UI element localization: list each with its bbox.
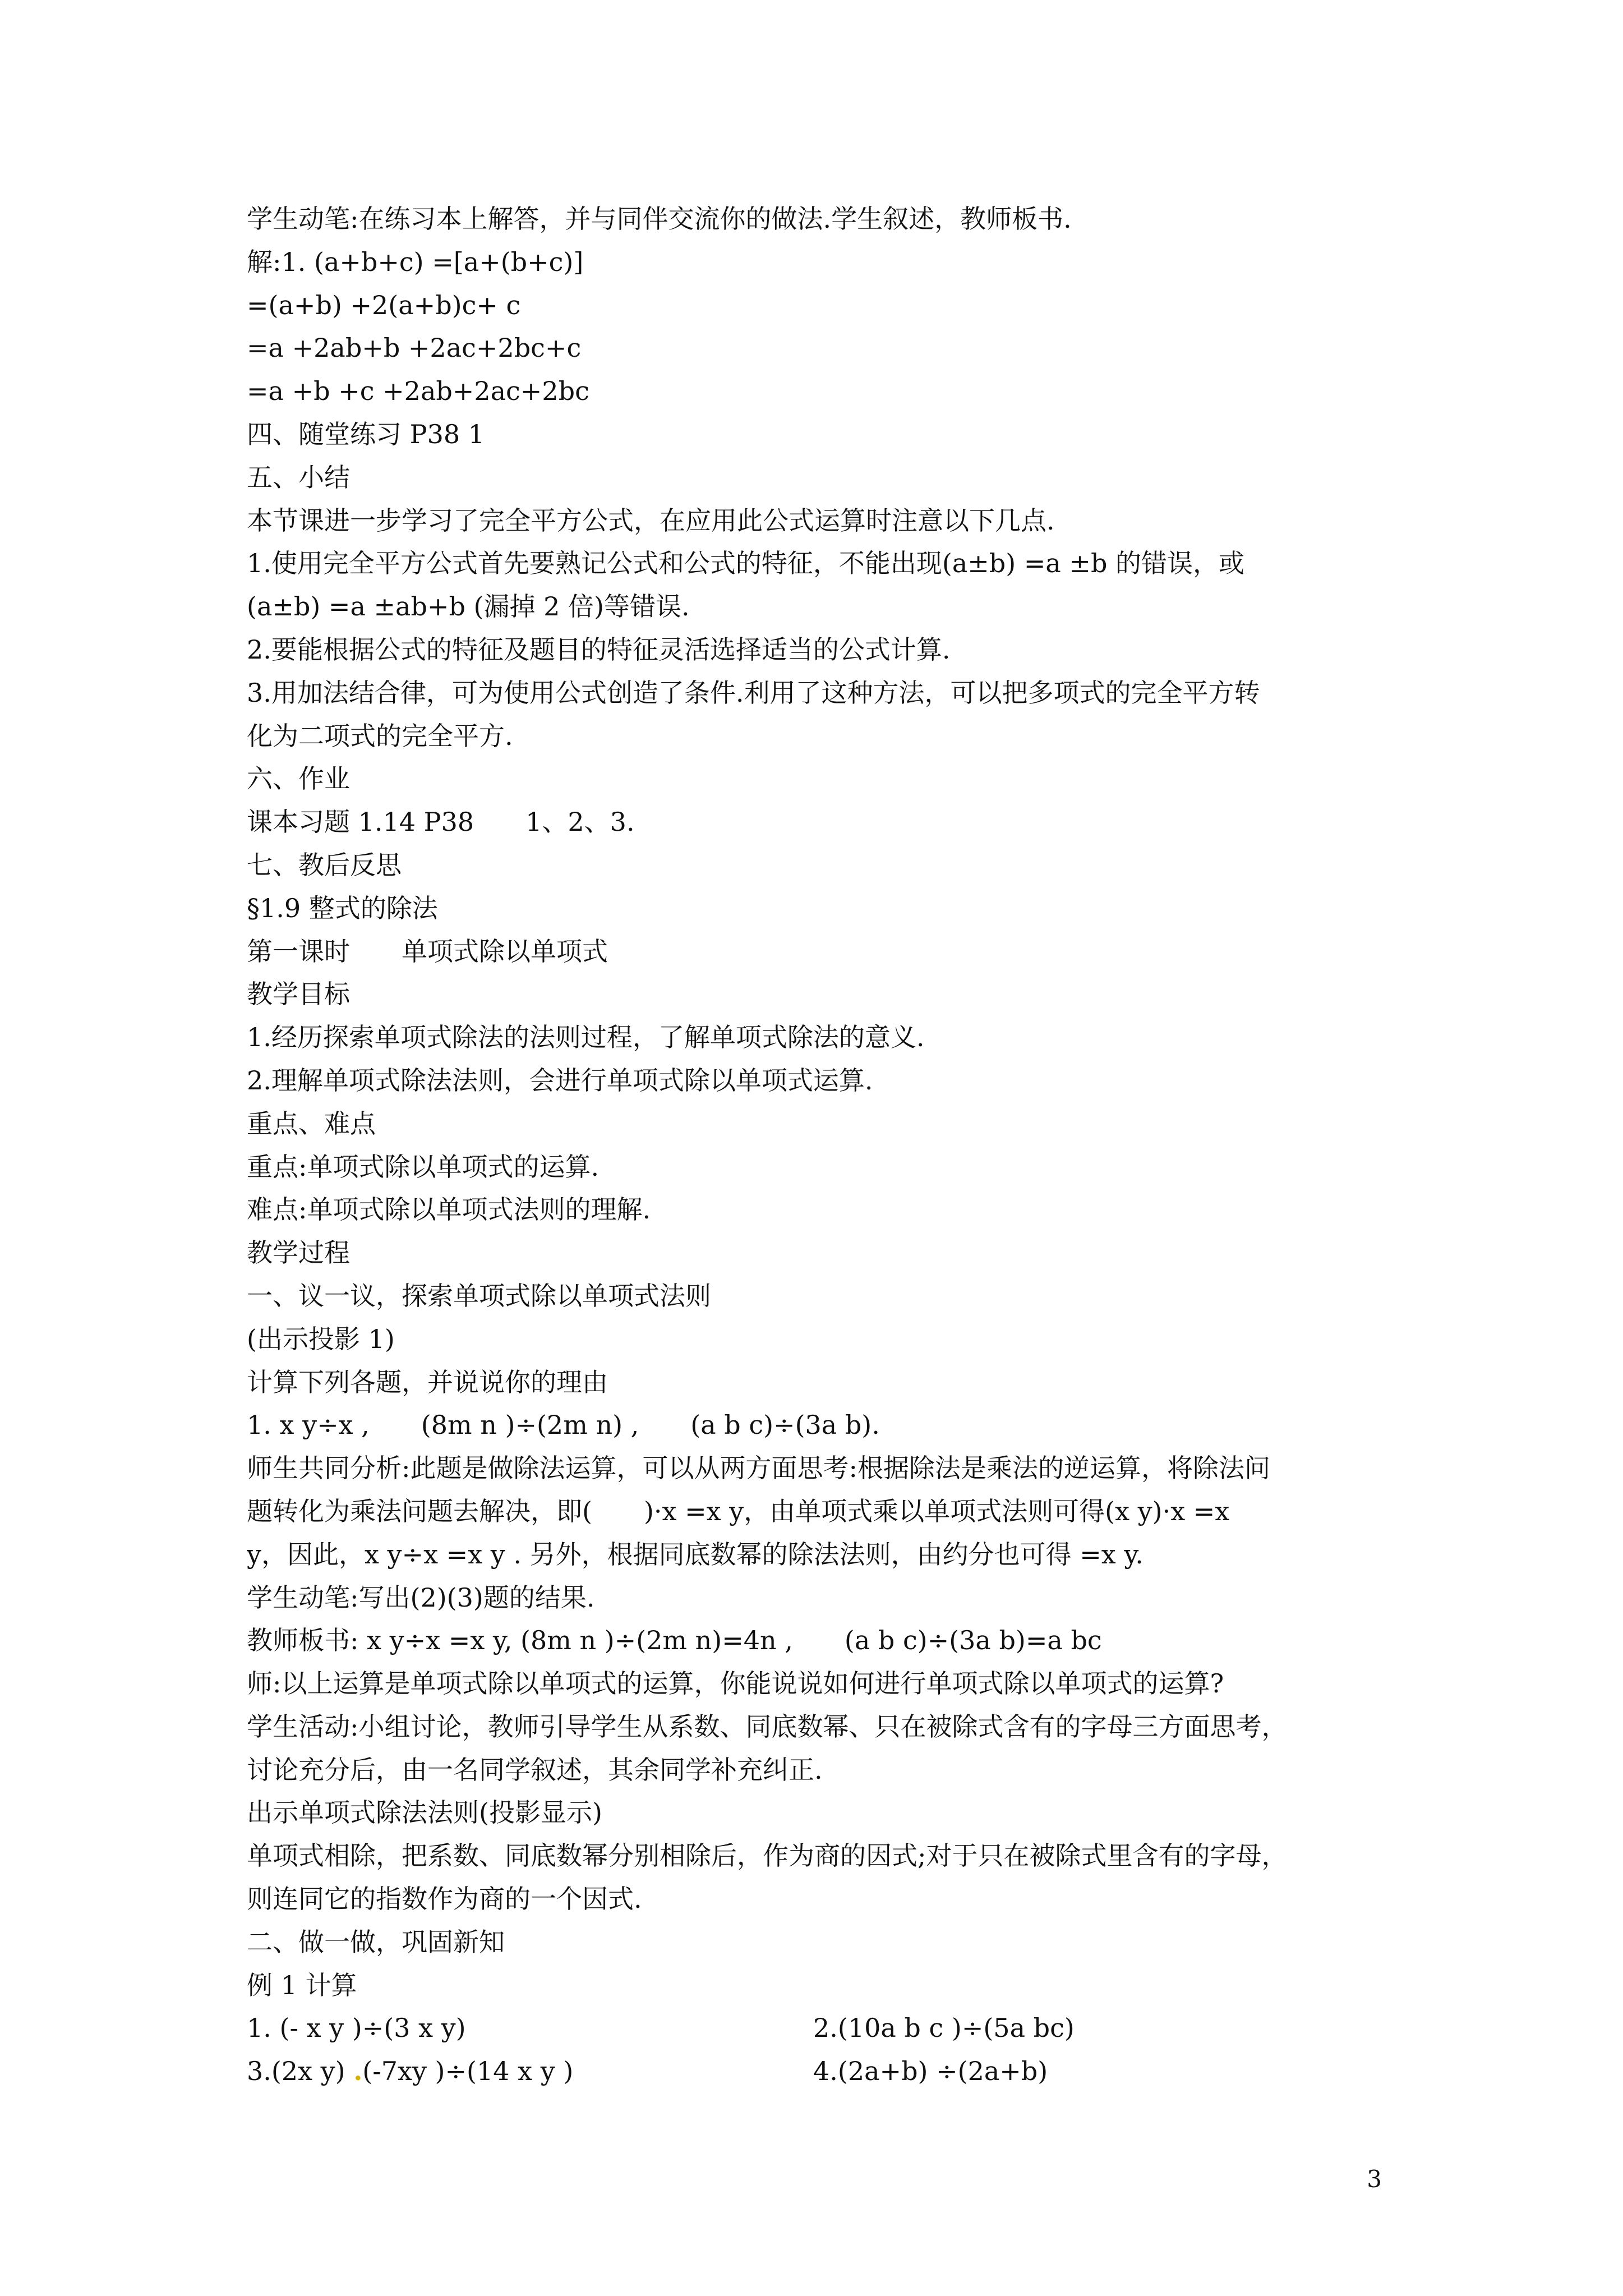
section-heading: 六、作业	[247, 763, 350, 794]
text-line: 难点:单项式除以单项式法则的理解.	[247, 1194, 651, 1225]
text-line: (a±b) =a ±ab+b (漏掉 2 倍)等错误.	[247, 591, 690, 622]
text-line: 计算下列各题，并说说你的理由	[247, 1366, 608, 1397]
text-line: 1. x y÷x , (8m n )÷(2m n) , (a b c)÷(3a b).	[247, 1410, 880, 1441]
page-content	[247, 197, 1402, 2093]
section-heading: 五、小结	[247, 462, 350, 493]
example-item-part: 3.(2x y)	[247, 2056, 354, 2087]
text-line: 本节课进一步学习了完全平方公式，在应用此公式运算时注意以下几点.	[247, 505, 1055, 536]
text-line: 解:1. (a+b+c) =[a+(b+c)]	[247, 246, 584, 277]
section-heading: 七、教后反思	[247, 849, 402, 880]
text-line: y，因此，x y÷x =x y . 另外，根据同底数幂的除法法则，由约分也可得 =x y.	[247, 1539, 1144, 1570]
example-item-part: (-7xy )÷(14 x y )	[362, 2056, 574, 2087]
text-line: 重点:单项式除以单项式的运算.	[247, 1151, 600, 1182]
example-row	[247, 2007, 1402, 2050]
section-heading: 教学过程	[247, 1237, 350, 1268]
text-line: 题转化为乘法问题去解决，即( )·x =x y，由单项式乘以单项式法则可得(x y)·x =x	[247, 1496, 1230, 1526]
text-line: 1.使用完全平方公式首先要熟记公式和公式的特征，不能出现(a±b) =a ±b 的错误，或	[247, 548, 1245, 579]
text-line: =a +2ab+b +2ac+2bc+c	[247, 333, 582, 364]
text-line: =(a+b) +2(a+b)c+ c	[247, 289, 521, 320]
text-line: 讨论充分后，由一名同学叙述，其余同学补充纠正.	[247, 1754, 823, 1785]
example-item: 1. (- x y )÷(3 x y)	[247, 2013, 466, 2044]
chapter-title: §1.9 整式的除法	[247, 892, 438, 923]
text-line: 学生动笔:在练习本上解答，并与同伴交流你的做法.学生叙述，教师板书.	[247, 204, 1072, 234]
text-line: 出示单项式除法法则(投影显示)	[247, 1797, 602, 1828]
text-line: =a +b +c +2ab+2ac+2bc	[247, 376, 589, 407]
section-heading: 重点、难点	[247, 1108, 376, 1139]
page-number: 3	[1367, 2165, 1382, 2193]
text-line: 则连同它的指数作为商的一个因式.	[247, 1884, 642, 1915]
text-line: 课本习题 1.14 P38 1、2、3.	[247, 807, 635, 838]
example-item: 2.(10a b c )÷(5a bc)	[813, 2013, 1075, 2044]
text-line: 2.理解单项式除法法则，会进行单项式除以单项式运算.	[247, 1065, 873, 1096]
text-line: 师:以上运算是单项式除以单项式的运算，你能说说如何进行单项式除以单项式的运算?	[247, 1668, 1224, 1699]
text-line: 2.要能根据公式的特征及题目的特征灵活选择适当的公式计算.	[247, 634, 951, 665]
example-heading: 例 1 计算	[247, 1970, 357, 2000]
example-row	[247, 2050, 1402, 2093]
section-heading: 四、随堂练习 P38 1	[247, 418, 485, 449]
text-line: 教师板书: x y÷x =x y, (8m n )÷(2m n)=4n , (a b c)÷(3a b)=a bc	[247, 1625, 1102, 1656]
section-heading: 二、做一做，巩固新知	[247, 1926, 505, 1957]
text-line: 单项式相除，把系数、同底数幂分别相除后，作为商的因式;对于只在被除式里含有的字母，	[247, 1841, 1288, 1871]
text-line: 学生活动:小组讨论，教师引导学生从系数、同底数幂、只在被除式含有的字母三方面思考，	[247, 1711, 1288, 1742]
text-line: 化为二项式的完全平方.	[247, 720, 513, 751]
text-line: 学生动笔:写出(2)(3)题的结果.	[247, 1582, 595, 1613]
text-line: 1.经历探索单项式除法的法则过程，了解单项式除法的意义.	[247, 1022, 925, 1053]
highlight-mark: .	[353, 2056, 363, 2087]
text-line: 3.用加法结合律，可为使用公式创造了条件.利用了这种方法，可以把多项式的完全平方转	[247, 677, 1260, 708]
text-line: 师生共同分析:此题是做除法运算，可以从两方面思考:根据除法是乘法的逆运算，将除法问	[247, 1453, 1270, 1484]
lesson-title: 第一课时 单项式除以单项式	[247, 936, 608, 967]
example-item: 4.(2a+b) ÷(2a+b)	[813, 2056, 1048, 2087]
example-item	[247, 2050, 813, 2093]
section-heading: 一、议一议，探索单项式除以单项式法则	[247, 1280, 711, 1311]
text-line: (出示投影 1)	[247, 1323, 395, 1354]
section-heading: 教学目标	[247, 979, 350, 1010]
